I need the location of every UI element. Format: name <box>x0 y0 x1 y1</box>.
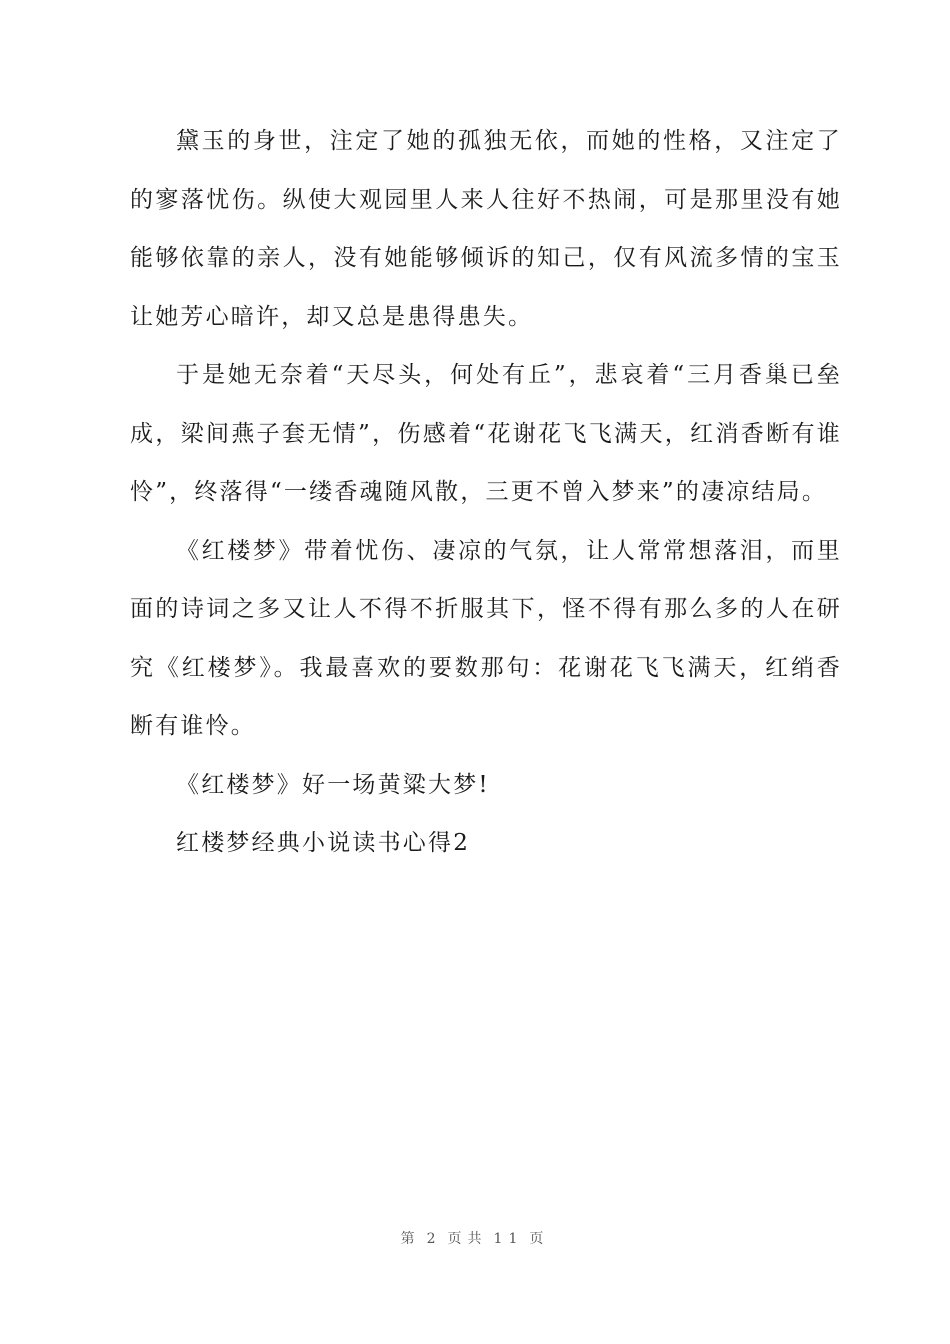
document-body <box>130 112 842 873</box>
footer-suffix: 页 <box>529 1231 550 1247</box>
paragraph-1: 黛玉的身世，注定了她的孤独无依，而她的性格，又注定了的寥落忧伤。纵使大观园里人来人往好不热闹，可是那里没有她能够依靠的亲人，没有她能够倾诉的知己，仅有风流多情的宝玉让她芳心暗许，却又总是患得患失。 <box>130 128 842 330</box>
total-pages-number: 11 <box>493 1231 524 1247</box>
footer-middle: 页共 <box>447 1231 488 1247</box>
page-number-footer <box>0 1228 950 1248</box>
paragraph-3: 《红楼梦》带着忧伤、凄凉的气氛，让人常常想落泪，而里面的诗词之多又让人不得不折服其下，怪不得有那么多的人在研究《红楼梦》。我最喜欢的要数那句：花谢花飞飞满天，红绡香断有谁怜。 <box>130 537 842 739</box>
footer-prefix: 第 <box>400 1231 421 1247</box>
paragraph-2: 于是她无奈着“天尽头，何处有丘”，悲哀着“三月香巢已垒成，梁间燕子套无情”，伤感着“花谢花飞飞满天，红消香断有谁怜”，终落得“一缕香魂随风散，三更不曾入梦来”的凄凉结局。 <box>130 362 842 505</box>
paragraph-4: 《红楼梦》好一场黄粱大梦! <box>176 771 490 798</box>
section-heading: 红楼梦经典小说读书心得2 <box>176 830 471 856</box>
current-page-number: 2 <box>426 1231 442 1247</box>
